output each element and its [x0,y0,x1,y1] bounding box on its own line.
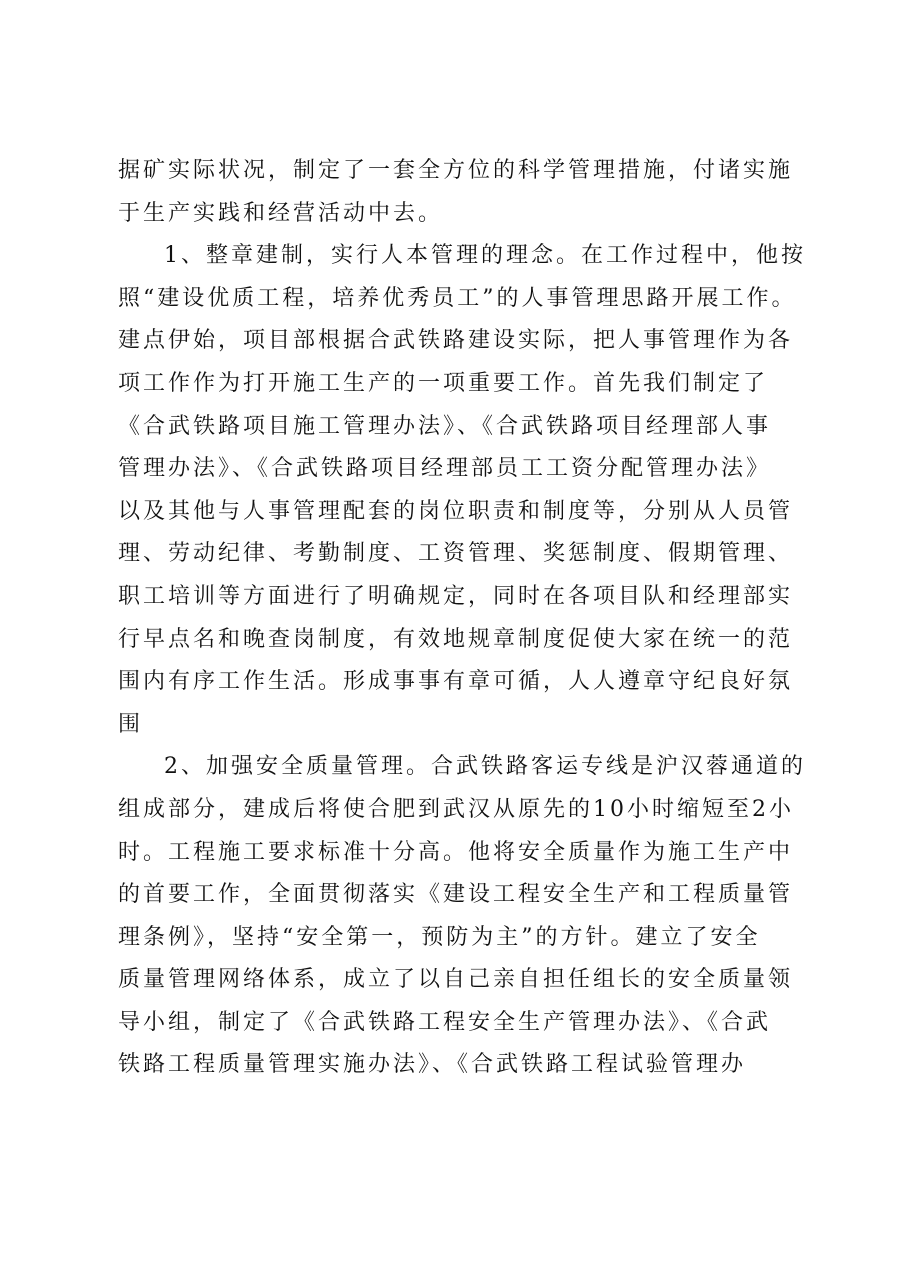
text-line: 导小组，制定了《合武铁路工程安全生产管理办法》、《合武 [118,1009,772,1035]
text-line: 《合武铁路项目施工管理办法》、《合武铁路项目经理部人事 [118,413,772,439]
text-line: 据矿实际状况，制定了一套全方位的科学管理措施，付诸实施 [118,158,794,183]
text-line: 时。工程施工要求标准十分高。他将安全质量作为施工生产中 [118,839,794,865]
text-line: 照“建设优质工程，培养优秀员工”的人事管理思路开展工作。 [118,285,797,311]
text-line: 以及其他与人事管理配套的岗位职责和制度等，分别从人员管 [118,498,794,524]
text-line: 建点伊始，项目部根据合武铁路建设实际，把人事管理作为各 [118,328,794,354]
text-line: 质量管理网络体系，成立了以自己亲自担任组长的安全质量领 [118,967,794,993]
paragraph-1 [118,150,818,235]
paragraph-3 [118,746,818,1087]
text-line: 1、整章建制，实行人本管理的理念。在工作过程中，他按 [164,243,806,269]
text-line: 理、劳动纪律、考勤制度、工资管理、奖惩制度、假期管理、 [118,541,794,567]
document-body [118,150,818,1087]
text-line: 铁路工程质量管理实施办法》、《合武铁路工程试验管理办 [118,1052,747,1078]
text-line: 围内有序工作生活。形成事事有章可循，人人遵章守纪良好氛 [118,669,794,695]
text-line: 围 [118,711,144,737]
text-line: 组成部分，建成后将使合肥到武汉从原先的10小时缩短至2小 [118,796,794,822]
text-line: 管理办法》、《合武铁路项目经理部员工工资分配管理办法》 [118,456,772,482]
text-line: 项工作作为打开施工生产的一项重要工作。首先我们制定了 [118,370,769,396]
text-line: 于生产实践和经营活动中去。 [118,200,444,226]
text-line: 职工培训等方面进行了明确规定，同时在各项目队和经理部实 [118,583,794,609]
paragraph-2 [118,235,818,746]
text-line: 理条例》，坚持“安全第一，预防为主”的方针。建立了安全 [118,924,761,950]
text-line: 2、加强安全质量管理。合武铁路客运专线是沪汉蓉通道的 [164,754,806,780]
text-line: 行早点名和晚查岗制度，有效地规章制度促使大家在统一的范 [118,626,794,652]
text-line: 的首要工作，全面贯彻落实《建设工程安全生产和工程质量管 [118,882,794,908]
